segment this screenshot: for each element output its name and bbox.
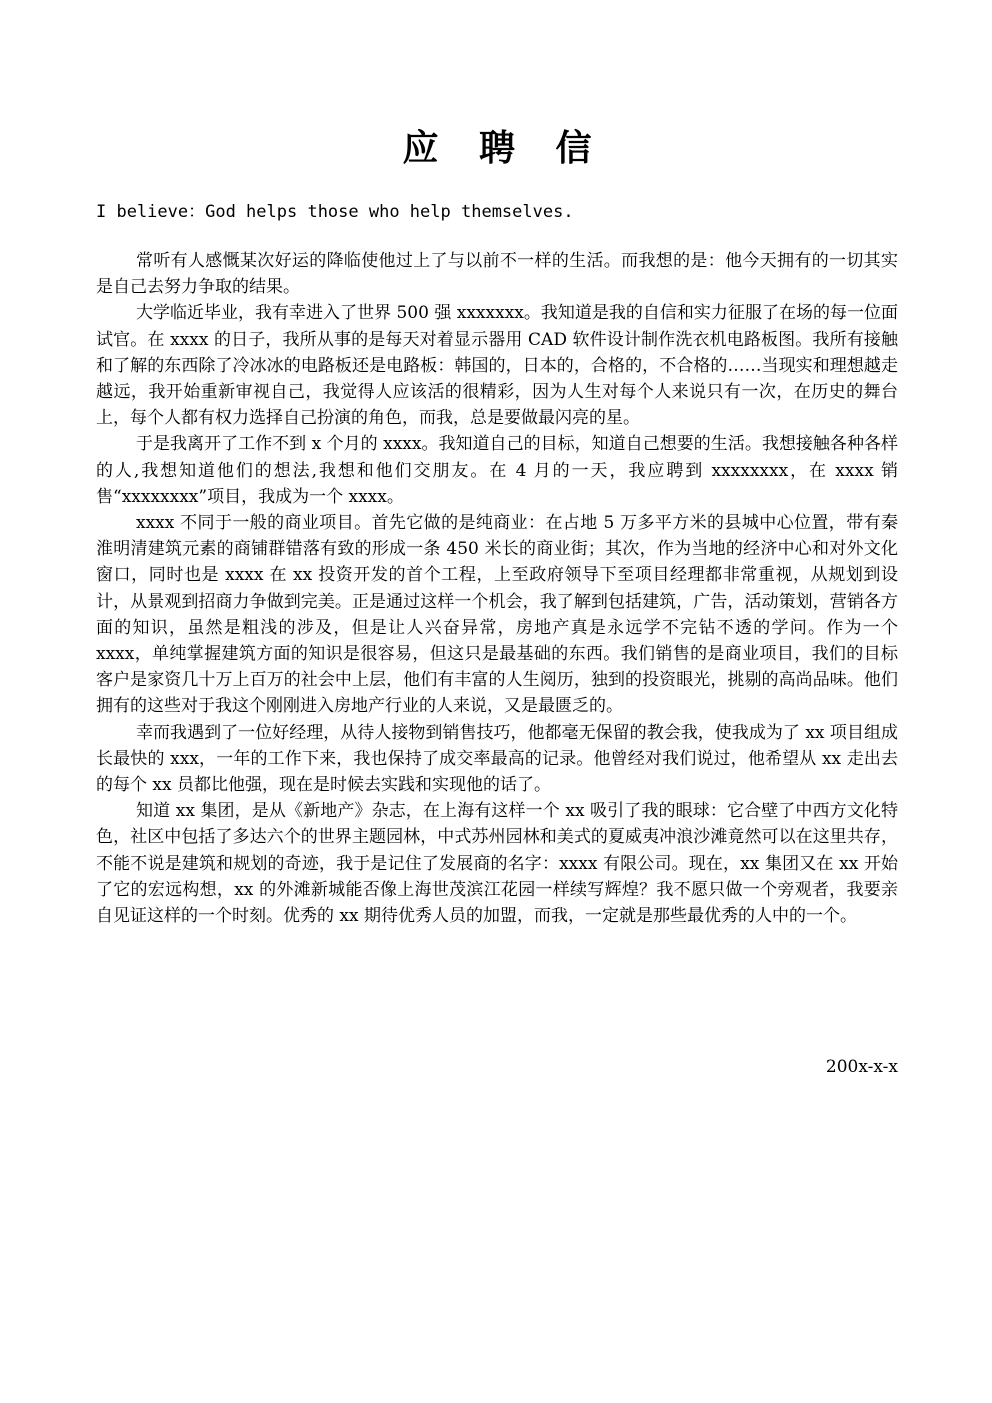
letter-date: 200x-x-x: [825, 1057, 898, 1077]
paragraph-2: 大学临近毕业，我有幸进入了世界 500 强 xxxxxxx。我知道是我的自信和实力征服了在场的每一位面试官。在 xxxx 的日子，我所从事的是每天对着显示器用 CAD 软件设计制作洗衣机电路板图。我所有接触和了解的东西除了冷冰冰的电路板还是电路板：韩国的，日本的，合格的，不合格的……当现实和理想越走越远，我开始重新审视自己，我觉得人应该活的很精彩，因为人生对每个人来说只有一次，在历史的舞台上，每个人都有权力选择自己扮演的角色，而我，总是要做最闪亮的星。: [96, 303, 898, 429]
document-page: [96, 0, 898, 1403]
paragraph-5: 幸而我遇到了一位好经理，从待人接物到销售技巧，他都毫无保留的教会我，使我成为了 xx 项目组成长最快的 xxx，一年的工作下来，我也保持了成交率最高的记录。他曾经对我们说过，他希望从 xx 走出去的每个 xx 员都比他强，现在是时候去实践和实现他的话了。: [96, 722, 898, 796]
letter-title: 应 聘 信: [402, 127, 606, 169]
paragraph-6: 知道 xx 集团，是从《新地产》杂志，在上海有这样一个 xx 吸引了我的眼球：它合壁了中西方文化特色，社区中包括了多达六个的世界主题园林，中式苏州园林和美式的夏威夷冲浪沙滩竟然可以在这里共存，不能不说是建筑和规划的奇迹，我于是记住了发展商的名字：xxxx 有限公司。现在，xx 集团又在 xx 开始了它的宏远构想，xx 的外滩新城能否像上海世茂滨江花园一样续写辉煌？我不愿只做一个旁观者，我要亲自见证这样的一个时刻。优秀的 xx 期待优秀人员的加盟，而我，一定就是那些最优秀的人中的一个。: [96, 801, 898, 927]
motto-line: I believe：God helps those who help themselves.: [96, 202, 574, 222]
letter-body: [96, 248, 898, 929]
paragraph-4: xxxx 不同于一般的商业项目。首先它做的是纯商业：在占地 5 万多平方米的县城中心位置，带有秦淮明清建筑元素的商铺群错落有致的形成一条 450 米长的商业街；其次，作为当地的经济中心和对外文化窗口，同时也是 xxxx 在 xx 投资开发的首个工程，上至政府领导下至项目经理都非常重视，从规划到设计，从景观到招商力争做到完美。正是通过这样一个机会，我了解到包括建筑，广告，活动策划，营销各方面的知识，虽然是粗浅的涉及，但是让人兴奋异常，房地产真是永远学不完钻不透的学问。作为一个 xxxx，单纯掌握建筑方面的知识是很容易，但这只是最基础的东西。我们销售的是商业项目，我们的目标客户是家资几十万上百万的社会中上层，他们有丰富的人生阅历，独到的投资眼光，挑剔的高尚品味。他们拥有的这些对于我这个刚刚进入房地产行业的人来说，又是最匮乏的。: [96, 513, 898, 717]
paragraph-3: 于是我离开了工作不到 x 个月的 xxxx。我知道自己的目标，知道自己想要的生活。我想接触各种各样的人,我想知道他们的想法,我想和他们交朋友。在 4 月的一天，我应聘到 xxxxxxxx，在 xxxx 销售“xxxxxxxx”项目，我成为一个 xxxx。: [96, 434, 898, 507]
paragraph-1: 常听有人感慨某次好运的降临使他过上了与以前不一样的生活。而我想的是：他今天拥有的一切其实是自己去努力争取的结果。: [96, 251, 898, 298]
